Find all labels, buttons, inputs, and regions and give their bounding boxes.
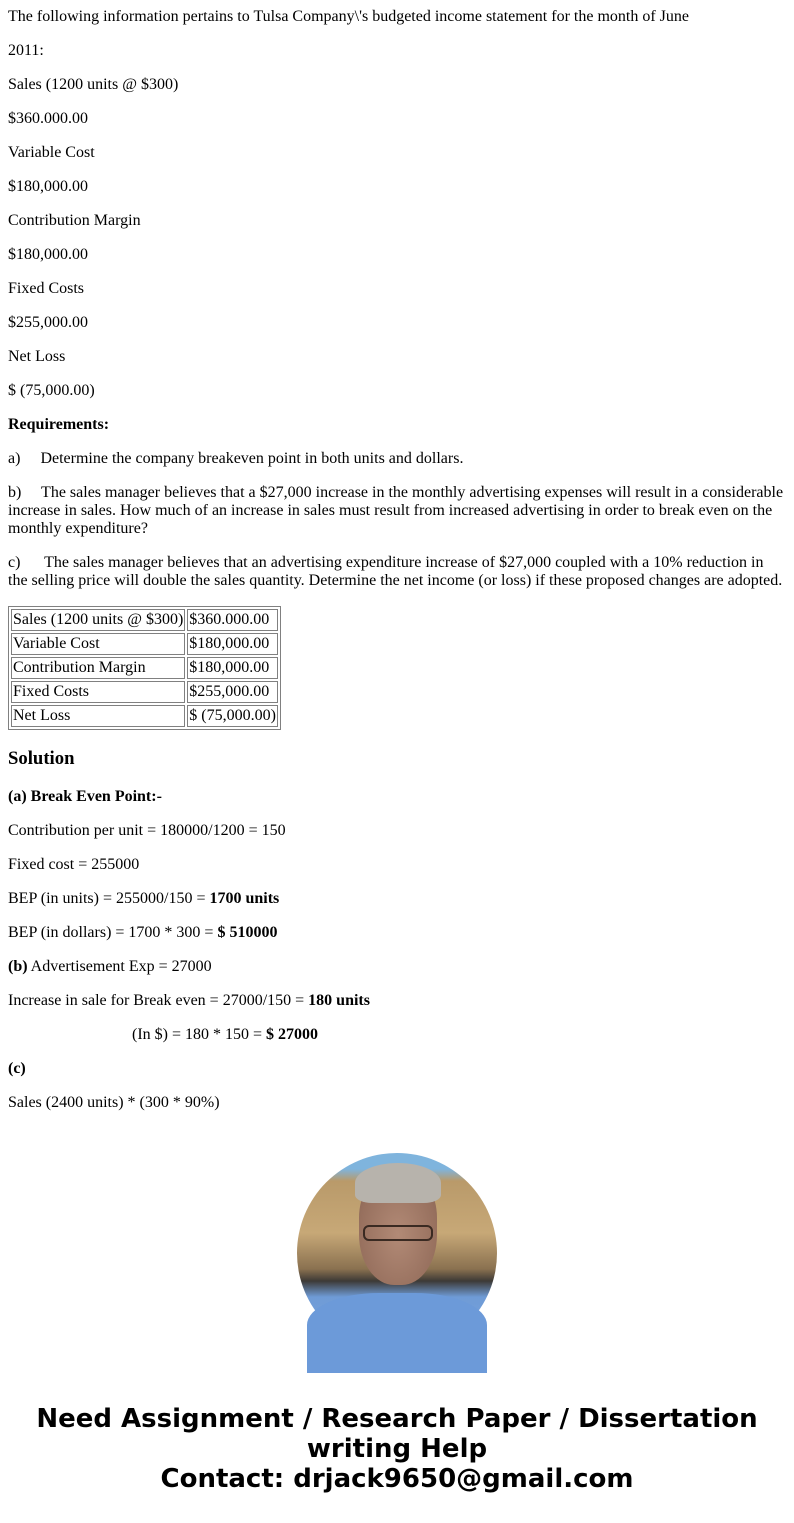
table-cell-label: Fixed Costs xyxy=(11,681,185,703)
promo-contact: Contact: drjack9650@gmail.com xyxy=(160,1464,634,1494)
table-cell-label: Variable Cost xyxy=(11,633,185,655)
part-c-heading: (c) xyxy=(8,1060,26,1077)
part-a-heading: (a) Break Even Point:- xyxy=(8,788,162,805)
item-label: Contribution Margin xyxy=(8,212,141,229)
part-b: (b) Advertisement Exp = 27000 xyxy=(8,958,212,975)
increase-in-sale: Increase in sale for Break even = 27000/150 = 180 units xyxy=(8,992,370,1009)
item-label: Sales (1200 units @ $300) xyxy=(8,76,179,93)
table-cell-value: $360.000.00 xyxy=(187,609,278,631)
solution-heading: Solution xyxy=(8,748,75,769)
document-content xyxy=(8,0,786,1124)
item-label: Variable Cost xyxy=(8,144,95,161)
requirement-a: a) Determine the company breakeven point in both units and dollars. xyxy=(8,450,464,467)
table-row xyxy=(11,633,278,655)
contribution-per-unit: Contribution per unit = 180000/1200 = 150 xyxy=(8,822,286,839)
item-label: Fixed Costs xyxy=(8,280,85,297)
item-value: $255,000.00 xyxy=(8,314,88,331)
tutor-avatar xyxy=(297,1153,497,1353)
requirement-c: c) The sales manager believes that an advertising expenditure increase of $27,000 coupled with a 10% reduction in the selling price will double the sales quantity. Determine the net income (or loss) if these proposed changes are adopted. xyxy=(8,554,783,589)
item-label: Net Loss xyxy=(8,348,66,365)
table-cell-value: $180,000.00 xyxy=(187,633,278,655)
table-cell-value: $255,000.00 xyxy=(187,681,278,703)
avatar-glasses xyxy=(363,1225,433,1241)
promo-text xyxy=(0,1404,794,1494)
item-value: $ (75,000.00) xyxy=(8,382,95,399)
item-value: $360.000.00 xyxy=(8,110,88,127)
table-cell-label: Contribution Margin xyxy=(11,657,185,679)
bep-units: BEP (in units) = 255000/150 = 1700 units xyxy=(8,890,280,907)
promo-section xyxy=(0,1124,794,1523)
income-statement-table xyxy=(8,606,281,730)
increase-in-dollars: (In $) = 180 * 150 = $ 27000 xyxy=(132,1026,319,1043)
table-cell-value: $ (75,000.00) xyxy=(187,705,278,727)
table-row xyxy=(11,681,278,703)
avatar-hair xyxy=(355,1163,441,1203)
avatar-shirt xyxy=(307,1293,487,1373)
intro-line-1: The following information pertains to Tulsa Company\'s budgeted income statement for the month of June xyxy=(8,8,689,25)
promo-line-1: Need Assignment / Research Paper / Dissertation xyxy=(36,1404,758,1434)
item-value: $180,000.00 xyxy=(8,178,88,195)
table-cell-label: Net Loss xyxy=(11,705,185,727)
part-c-sales: Sales (2400 units) * (300 * 90%) xyxy=(8,1094,220,1111)
table-row xyxy=(11,609,278,631)
table-row xyxy=(11,705,278,727)
bep-dollars: BEP (in dollars) = 1700 * 300 = $ 510000 xyxy=(8,924,278,941)
requirement-b: b) The sales manager believes that a $27,000 increase in the monthly advertising expenses will result in a considerable increase in sales. How much of an increase in sales must result from increased advertising in order to break even on the monthly expenditure? xyxy=(8,484,784,537)
table-cell-label: Sales (1200 units @ $300) xyxy=(11,609,185,631)
intro-line-2: 2011: xyxy=(8,42,44,59)
table-cell-value: $180,000.00 xyxy=(187,657,278,679)
promo-line-2: writing Help xyxy=(306,1434,488,1464)
item-value: $180,000.00 xyxy=(8,246,88,263)
requirements-heading: Requirements: xyxy=(8,416,110,433)
fixed-cost: Fixed cost = 255000 xyxy=(8,856,140,873)
table-row xyxy=(11,657,278,679)
